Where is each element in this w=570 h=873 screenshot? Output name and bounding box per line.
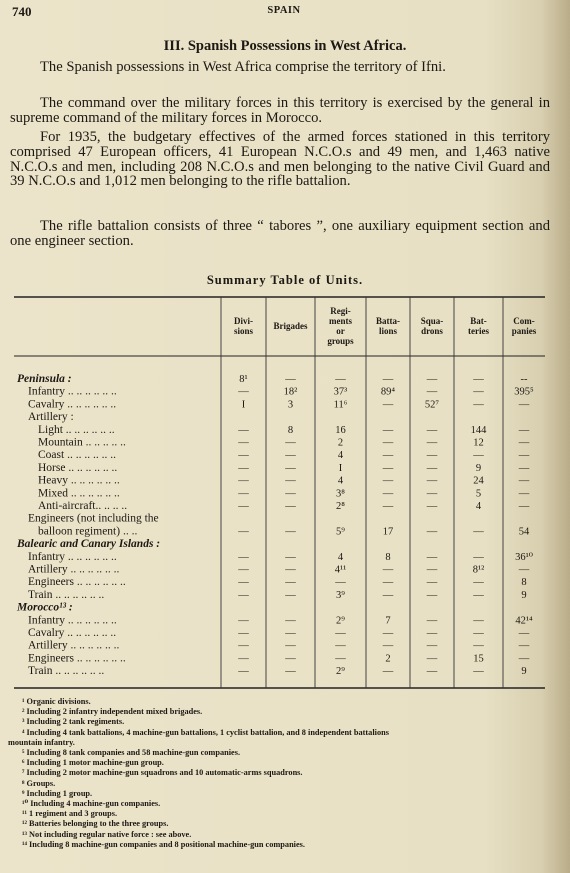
row-label: Train .. .. .. .. .. ..	[28, 588, 105, 601]
row-label: Engineers (not including the	[28, 512, 159, 525]
table-cell: —	[285, 526, 296, 538]
table-cell: 395⁵	[514, 386, 534, 398]
table-cell: —	[238, 615, 249, 627]
table-cell: —	[426, 577, 438, 589]
table-cell: —	[426, 386, 438, 398]
table-cell: 8	[385, 551, 391, 563]
column-header: Brigades	[273, 321, 308, 331]
row-label: Coast .. .. .. .. .. ..	[38, 449, 116, 462]
table-cell: 2	[385, 653, 391, 665]
table-cell: —	[426, 564, 438, 576]
table-cell: —	[285, 488, 296, 500]
footnote: ¹² Batteries belonging to the three groups.	[22, 819, 169, 829]
row-label: Infantry .. .. .. .. .. ..	[28, 614, 117, 627]
table-cell: —	[285, 501, 296, 512]
table-cell: 2	[337, 437, 344, 449]
table-cell: —	[382, 399, 394, 411]
table-cell: 4	[475, 501, 482, 512]
footnote: ¹³ Not including regular native force : see above.	[22, 829, 192, 839]
table-cell: 4	[337, 450, 344, 462]
footnote: ⁶ Including 1 motor machine-gun group.	[22, 758, 164, 768]
table-cell: —	[285, 577, 296, 589]
paragraph-3	[10, 130, 550, 189]
table-cell: —	[238, 424, 249, 436]
table-cell: 144	[470, 424, 487, 436]
table-cell: —	[382, 488, 394, 500]
table-cell: —	[426, 615, 438, 627]
table-cell: —	[473, 526, 484, 538]
table-cell: 4	[337, 551, 344, 563]
paragraph-3-text: For 1935, the budgetary effectives of the armed forces stationed in this territory comprised 47 European officers, 41 European N.C.O.s and 49 men, and 1,463 native N.C.O.s and men, including 208 N.C.O.s and men belonging to the native Civil Guard and 39 N.C.O.s and 1,012 men belonging to the rifle battalion.	[10, 129, 550, 190]
footnote: mountain infantry.	[8, 737, 75, 747]
table-cell: —	[426, 488, 438, 500]
table-cell: 42¹⁴	[515, 615, 533, 627]
page-number: 740	[12, 4, 32, 19]
table-cell: —	[238, 653, 249, 665]
table-cell: 5	[475, 488, 482, 500]
column-header: Com-panies	[511, 316, 537, 336]
table-cell: —	[335, 640, 346, 652]
table-cell: —	[426, 475, 438, 487]
table-cell: —	[426, 424, 438, 436]
row-label: Cavalry .. .. .. .. .. ..	[28, 627, 117, 639]
table-cell: —	[518, 437, 530, 449]
table-cell: —	[335, 577, 346, 589]
table-cell: 8¹²	[472, 564, 485, 576]
table-cell: 7	[385, 615, 391, 627]
table-cell: —	[335, 653, 346, 665]
table-cell: —	[238, 462, 249, 474]
footnote: ¹⁴ Including 8 machine-gun companies and 8 positional machine-gun companies.	[22, 839, 305, 849]
section-title: III. Spanish Possessions in West Africa.	[163, 38, 407, 54]
table-cell: —	[238, 526, 249, 538]
table-cell: 8	[521, 577, 527, 589]
footnotes	[8, 697, 548, 850]
table-cell: —	[518, 475, 530, 487]
table-cell: —	[382, 577, 394, 589]
row-label: balloon regiment) .. ..	[38, 525, 138, 538]
table-cell: —	[285, 628, 296, 639]
column-header: Squa-drons	[420, 316, 444, 336]
table-cell: —	[518, 653, 530, 665]
table-title: Summary Table of Units.	[206, 273, 364, 287]
row-label: Light .. .. .. .. .. ..	[38, 423, 115, 436]
row-label: Engineers .. .. .. .. .. ..	[28, 652, 126, 665]
paragraph-2	[10, 96, 550, 126]
table-cell: —	[382, 640, 394, 652]
table-cell: —	[238, 501, 249, 512]
table-cell: —	[518, 501, 530, 512]
table-cell: —	[473, 450, 484, 462]
table-cell: —	[285, 653, 296, 665]
table-cell: —	[285, 374, 296, 385]
table-cell: —	[382, 501, 394, 512]
footnote: ¹ Organic divisions.	[22, 697, 91, 706]
table-cell: —	[238, 488, 249, 500]
table-cell: —	[238, 450, 249, 462]
table-cell: 8¹	[239, 374, 248, 385]
table-cell: I	[241, 399, 246, 411]
table-cell: —	[382, 666, 394, 678]
table-cell: —	[238, 386, 249, 398]
table-cell: 52⁷	[424, 399, 440, 411]
paragraph-4-text: The rifle battalion consists of three “ tabores ”, one auxiliary equipment section and one engineer section.	[10, 218, 550, 249]
row-label: Infantry .. .. .. .. .. ..	[28, 550, 117, 563]
row-label: Morocco¹³ :	[17, 601, 73, 614]
table-cell: —	[426, 450, 438, 462]
row-label: Horse .. .. .. .. .. ..	[38, 461, 118, 474]
table-cell: —	[238, 437, 249, 449]
table-cell: 3	[287, 399, 294, 411]
table-cell: —	[473, 577, 484, 589]
table-cell: —	[426, 628, 438, 639]
row-label: Anti-aircraft.. .. .. ..	[38, 500, 128, 512]
table-cell: —	[285, 666, 296, 678]
footnote: ¹⁰ Including 4 machine-gun companies.	[22, 799, 161, 809]
row-label: Infantry .. .. .. .. .. ..	[28, 385, 117, 398]
table-cell: —	[238, 475, 249, 487]
table-cell: —	[382, 564, 394, 576]
summary-table	[14, 296, 545, 689]
table-cell: —	[335, 628, 346, 639]
table-cell: 16	[335, 424, 346, 436]
table-cell: —	[473, 551, 484, 563]
paragraph-2-text: The command over the military forces in this territory is exercised by the general in supreme command of the military forces in Morocco.	[10, 95, 550, 126]
table-cell: —	[238, 589, 249, 601]
table-cell: —	[238, 628, 249, 639]
table-cell: —	[473, 374, 484, 385]
table-cell: —	[518, 450, 530, 462]
column-header: Batta-lions	[376, 316, 400, 336]
paragraph-4	[10, 219, 550, 249]
table-cell: 54	[518, 526, 530, 538]
table-cell: —	[382, 475, 394, 487]
table-cell: 2⁸	[336, 501, 345, 512]
table-cell: 2⁹	[336, 666, 345, 678]
page-header	[12, 4, 556, 20]
table-cell: —	[285, 615, 296, 627]
table-cell: —	[426, 551, 438, 563]
table-cell: 11⁶	[333, 399, 348, 411]
table-cell: —	[473, 628, 484, 639]
table-cell: —	[238, 666, 249, 678]
row-label: Artillery .. .. .. .. .. ..	[28, 563, 120, 576]
row-label: Artillery .. .. .. .. .. ..	[28, 639, 120, 652]
table-cell: —	[518, 488, 530, 500]
table-cell: —	[285, 589, 296, 601]
table-cell: —	[426, 589, 438, 601]
footnote: ³ Including 2 tank regiments.	[22, 717, 125, 727]
table-cell: —	[285, 551, 296, 563]
table-cell: —	[426, 526, 438, 538]
table-cell: —	[426, 653, 438, 665]
table-cell: 8	[287, 424, 294, 436]
table-cell: I	[338, 462, 343, 474]
table-cell: —	[382, 450, 394, 462]
table-cell: —	[238, 577, 249, 589]
table-cell: —	[473, 386, 484, 398]
column-header: Bat-teries	[468, 316, 489, 336]
table-cell: —	[426, 640, 438, 652]
footnote: ² Including 2 infantry independent mixed brigades.	[22, 707, 203, 717]
table-cell: —	[382, 374, 394, 385]
table-cell: —	[473, 615, 484, 627]
table-cell: 15	[473, 653, 484, 665]
footnote: ⁹ Including 1 group.	[22, 788, 93, 798]
footnote: ⁸ Groups.	[22, 778, 56, 788]
row-label: Artillery :	[28, 411, 74, 424]
table-cell: —	[473, 666, 484, 678]
table-cell: —	[426, 666, 438, 678]
row-label: Cavalry .. .. .. .. .. ..	[28, 398, 117, 411]
row-label: Engineers .. .. .. .. .. ..	[28, 576, 126, 589]
column-header: Divi-sions	[233, 316, 254, 336]
table-cell: —	[238, 551, 249, 563]
table-cell: —	[382, 437, 394, 449]
table-cell: —	[238, 564, 249, 576]
summary-table-svg	[14, 296, 545, 689]
table-cell: —	[518, 399, 530, 411]
row-label: Balearic and Canary Islands :	[17, 538, 161, 551]
row-label: Peninsula :	[17, 373, 72, 385]
table-cell: 89⁴	[380, 386, 396, 398]
footnote: ⁷ Including 2 motor machine-gun squadrons and 10 automatic-arms squadrons.	[22, 768, 303, 778]
row-label: Mixed .. .. .. .. .. ..	[38, 487, 120, 500]
table-cell: —	[426, 501, 438, 512]
table-cell: —	[335, 374, 346, 385]
table-cell: —	[518, 564, 530, 576]
table-cell: —	[382, 424, 394, 436]
table-cell: —	[382, 462, 394, 474]
table-cell: 12	[473, 437, 484, 449]
table-cell: 3⁹	[336, 589, 345, 601]
table-cell: —	[285, 437, 296, 449]
column-header: Regi-ments or groups	[327, 306, 354, 346]
table-cell: —	[285, 462, 296, 474]
table-cell: —	[382, 589, 394, 601]
table-cell: 37³	[333, 386, 348, 398]
table-cell: 18²	[283, 386, 298, 398]
table-cell: —	[238, 640, 249, 652]
table-cell: 17	[382, 526, 394, 538]
table-cell: 24	[473, 475, 484, 487]
table-cell: —	[285, 564, 296, 576]
running-title: SPAIN	[267, 5, 301, 16]
table-cell: 2⁹	[336, 615, 345, 627]
table-cell: 4¹¹	[334, 564, 347, 576]
table-cell: 9	[475, 462, 482, 474]
row-label: Train .. .. .. .. .. ..	[28, 665, 105, 678]
footnote: ⁴ Including 4 tank battalions, 4 machine-gun battalions, 1 cyclist battalion, and 8 independent battalions	[22, 727, 389, 737]
table-cell: —	[518, 462, 530, 474]
footnote: ⁵ Including 8 tank companies and 58 machine-gun companies.	[22, 748, 241, 758]
table-cell: —	[473, 640, 484, 652]
table-cell: 9	[521, 666, 527, 678]
table-cell: —	[518, 628, 530, 639]
table-cell: —	[285, 475, 296, 487]
table-cell: 3⁸	[336, 488, 345, 500]
table-cell: —	[473, 589, 484, 601]
row-label: Heavy .. .. .. .. .. ..	[38, 474, 120, 487]
table-cell: —	[285, 640, 296, 652]
paragraph-1	[10, 60, 550, 75]
table-cell: —	[285, 450, 296, 462]
table-cell: —	[473, 399, 484, 411]
table-cell: —	[518, 424, 530, 436]
table-cell: —	[518, 640, 530, 652]
table-cell: 9	[521, 589, 527, 601]
table-cell: —	[426, 462, 438, 474]
footnote: ¹¹ 1 regiment and 3 groups.	[22, 809, 118, 819]
table-cell: —	[426, 374, 438, 385]
row-label: Mountain .. .. .. .. ..	[38, 436, 126, 449]
table-cell: 5⁹	[336, 526, 345, 538]
table-cell: 4	[337, 475, 344, 487]
paragraph-1-text: The Spanish possessions in West Africa comprise the territory of Ifni.	[40, 59, 446, 75]
table-cell: —	[382, 628, 394, 639]
table-cell: —	[426, 437, 438, 449]
table-cell: 36¹⁰	[515, 551, 533, 563]
table-cell: --	[520, 374, 528, 385]
